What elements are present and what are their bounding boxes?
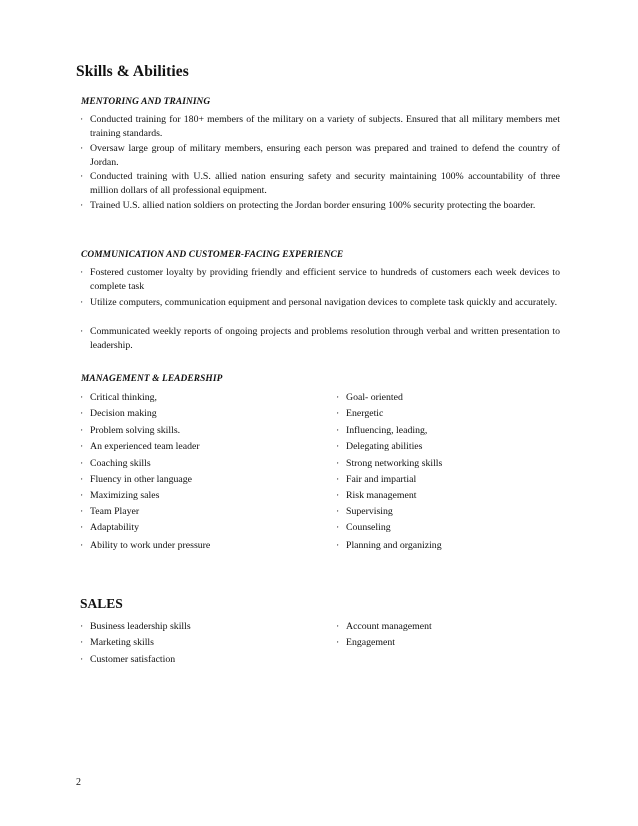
bullet-icon: ·	[80, 143, 84, 154]
management-skill	[80, 457, 151, 470]
bullet-icon: ·	[80, 458, 84, 469]
management-skill	[80, 489, 159, 502]
bullet-icon: ·	[80, 326, 84, 337]
management-skill-text: Adaptability	[90, 522, 139, 533]
bullet-icon: ·	[80, 200, 84, 211]
management-skill-text: Goal- oriented	[346, 392, 403, 403]
bullet-icon: ·	[336, 621, 340, 632]
management-skill-text: Risk management	[346, 490, 417, 501]
bullet-icon: ·	[336, 425, 340, 436]
communication-item-text: Utilize computers, communication equipment and personal navigation devices to complete task quickly and accurately.	[90, 297, 558, 308]
management-skill-text: An experienced team leader	[90, 441, 200, 452]
management-skill-text: Delegating abilities	[346, 441, 423, 452]
sales-skill	[80, 636, 154, 649]
management-skill	[336, 521, 391, 534]
management-skill-text: Supervising	[346, 506, 393, 517]
bullet-icon: ·	[336, 637, 340, 648]
management-skill-text: Fluency in other language	[90, 474, 193, 485]
communication-item-text: Communicated weekly reports of ongoing projects and problems resolution through verbal and written presentation to leadership.	[90, 326, 560, 351]
communication-item	[80, 325, 560, 352]
sales-skill	[80, 653, 175, 666]
sales-skill-text: Marketing skills	[90, 637, 154, 648]
management-skill	[80, 440, 200, 453]
bullet-icon: ·	[80, 425, 84, 436]
bullet-icon: ·	[80, 474, 84, 485]
mentoring-item-text: Trained U.S. allied nation soldiers on protecting the Jordan border ensuring 100% security protecting the boarder.	[90, 200, 536, 211]
management-skill	[336, 424, 427, 437]
bullet-icon: ·	[336, 474, 340, 485]
management-skill-text: Problem solving skills.	[90, 425, 181, 436]
bullet-icon: ·	[80, 621, 84, 632]
management-skill	[336, 489, 416, 502]
bullet-icon: ·	[80, 490, 84, 501]
bullet-icon: ·	[336, 408, 340, 419]
mentoring-item	[80, 170, 560, 197]
management-skill	[336, 473, 416, 486]
communication-item	[80, 266, 560, 293]
management-skill-text: Decision making	[90, 408, 157, 419]
management-skill	[80, 391, 157, 404]
sales-skill-text: Account management	[346, 621, 432, 632]
mentoring-heading: MENTORING AND TRAINING	[81, 97, 211, 107]
management-skill	[336, 539, 442, 552]
management-skill	[80, 505, 139, 518]
bullet-icon: ·	[80, 392, 84, 403]
mentoring-item	[80, 113, 560, 140]
management-skill	[336, 407, 383, 420]
bullet-icon: ·	[336, 490, 340, 501]
bullet-icon: ·	[80, 540, 84, 551]
communication-heading: COMMUNICATION AND CUSTOMER-FACING EXPERIENCE	[81, 250, 344, 260]
management-skill	[336, 440, 422, 453]
bullet-icon: ·	[80, 408, 84, 419]
sales-skill-text: Engagement	[346, 637, 395, 648]
management-skill	[80, 473, 192, 486]
management-skill	[336, 457, 442, 470]
sales-skill	[80, 620, 191, 633]
mentoring-item	[80, 142, 560, 169]
management-skill-text: Critical thinking,	[90, 392, 157, 403]
bullet-icon: ·	[336, 441, 340, 452]
management-skill	[80, 407, 157, 420]
mentoring-item-text: Conducted training with U.S. allied nation ensuring safety and security maintaining 100% accountability of three million dollars of all professional equipment.	[90, 171, 560, 196]
management-skill	[336, 505, 393, 518]
bullet-icon: ·	[80, 114, 84, 125]
bullet-icon: ·	[336, 540, 340, 551]
communication-item	[80, 296, 560, 310]
management-skill-text: Maximizing sales	[90, 490, 160, 501]
management-skill	[80, 539, 210, 552]
bullet-icon: ·	[80, 267, 84, 278]
sales-skill	[336, 620, 432, 633]
management-skill-text: Coaching skills	[90, 458, 151, 469]
management-skill-text: Energetic	[346, 408, 384, 419]
bullet-icon: ·	[80, 522, 84, 533]
bullet-icon: ·	[80, 171, 84, 182]
bullet-icon: ·	[336, 506, 340, 517]
bullet-icon: ·	[80, 637, 84, 648]
sales-heading: SALES	[80, 596, 123, 611]
management-skill	[336, 391, 403, 404]
communication-item-text: Fostered customer loyalty by providing friendly and efficient service to hundreds of customers each week devices to complete task	[90, 267, 560, 292]
management-heading: MANAGEMENT & LEADERSHIP	[81, 374, 223, 384]
management-skill-text: Strong networking skills	[346, 458, 443, 469]
management-skill-text: Ability to work under pressure	[90, 540, 211, 551]
management-skill-text: Counseling	[346, 522, 391, 533]
bullet-icon: ·	[336, 392, 340, 403]
management-skill-text: Team Player	[90, 506, 140, 517]
management-skill-text: Fair and impartial	[346, 474, 417, 485]
management-skill	[80, 424, 180, 437]
sales-skill	[336, 636, 395, 649]
management-skill	[80, 521, 139, 534]
bullet-icon: ·	[80, 506, 84, 517]
mentoring-item-text: Oversaw large group of military members, ensuring each person was prepared and trained to defend the country of Jordan.	[90, 143, 560, 168]
bullet-icon: ·	[80, 441, 84, 452]
bullet-icon: ·	[336, 458, 340, 469]
bullet-icon: ·	[80, 297, 84, 308]
sales-skill-text: Business leadership skills	[90, 621, 191, 632]
page-number: 2	[76, 777, 81, 788]
bullet-icon: ·	[80, 654, 84, 665]
skills-heading: Skills & Abilities	[76, 63, 189, 80]
sales-skill-text: Customer satisfaction	[90, 654, 176, 665]
management-skill-text: Planning and organizing	[346, 540, 442, 551]
management-skill-text: Influencing, leading,	[346, 425, 428, 436]
mentoring-item-text: Conducted training for 180+ members of the military on a variety of subjects. Ensured that all military members met training standards.	[90, 114, 560, 139]
bullet-icon: ·	[336, 522, 340, 533]
mentoring-item	[80, 199, 560, 213]
